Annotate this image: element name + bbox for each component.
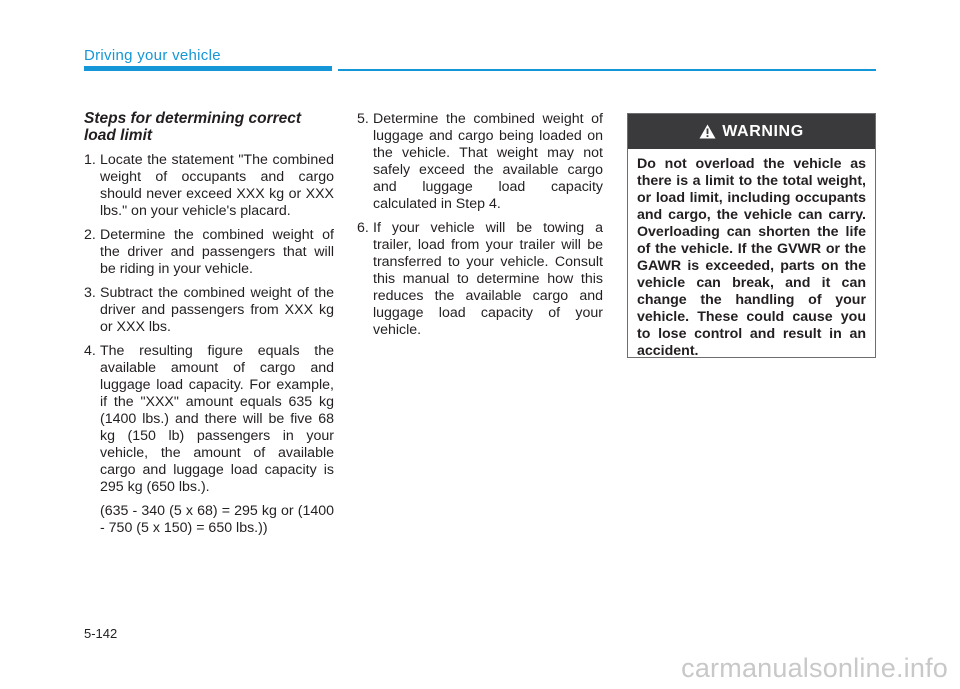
list-item bbox=[357, 220, 603, 339]
step-text: Determine the combined weight of luggage and cargo being loaded on the vehicle. That weight may not safely exceed the available cargo and luggage load capacity calculated in Step 4. bbox=[373, 111, 603, 212]
calculation-example: (635 - 340 (5 x 68) = 295 kg or (1400 - 750 (5 x 150) = 650 lbs.)) bbox=[100, 503, 334, 536]
warning-box bbox=[627, 113, 876, 358]
step-text: The resulting figure equals the available amount of cargo and luggage load capacity. For example, if the "XXX" amount equals 635 kg (1400 lbs.) and there will be five 68 kg (150 lb) passengers in your vehicle, the amount of available cargo and luggage load capacity is 295 kg (650 lbs.). bbox=[100, 343, 334, 495]
section-title: Driving your vehicle bbox=[84, 47, 221, 64]
step-number: 2. bbox=[84, 227, 96, 243]
list-item bbox=[84, 227, 334, 278]
list-item bbox=[84, 285, 334, 336]
warning-header bbox=[628, 114, 875, 149]
step-text: Subtract the combined weight of the driver and passengers from XXX kg or XXX lbs. bbox=[100, 285, 334, 335]
middle-column bbox=[357, 111, 603, 346]
steps-list-left bbox=[84, 152, 334, 537]
step-number: 1. bbox=[84, 152, 96, 168]
step-text: Locate the statement "The combined weight of occupants and cargo should never exceed XXX kg or XXX lbs." on your vehicle's placard. bbox=[100, 152, 334, 219]
header-rule-thick bbox=[84, 66, 332, 71]
page-number: 5-142 bbox=[84, 626, 118, 641]
section-heading: Steps for determining correct load limit bbox=[84, 110, 302, 144]
warning-triangle-icon bbox=[699, 124, 716, 139]
header-rule-thin bbox=[338, 69, 876, 71]
steps-list-middle bbox=[357, 111, 603, 339]
list-item bbox=[357, 111, 603, 213]
watermark: carmanualsonline.info bbox=[681, 653, 948, 683]
list-item bbox=[84, 343, 334, 537]
step-text: Determine the combined weight of the driver and passengers that will be riding in your vehicle. bbox=[100, 227, 334, 277]
left-column bbox=[84, 110, 334, 544]
step-number: 6. bbox=[357, 220, 369, 236]
step-number: 5. bbox=[357, 111, 369, 127]
warning-label: WARNING bbox=[722, 122, 804, 140]
step-number: 3. bbox=[84, 285, 96, 301]
step-number: 4. bbox=[84, 343, 96, 359]
step-text: If your vehicle will be towing a trailer, load from your trailer will be transferred to your vehicle. Consult this manual to determine how this reduces the available cargo and luggage load capacity of your vehicle. bbox=[373, 220, 603, 338]
list-item bbox=[84, 152, 334, 220]
warning-text: Do not overload the vehicle as there is a limit to the total weight, or load limit, including occupants and cargo, the vehicle can carry. Overloading can shorten the life of the vehicle. If the GVWR or the GAWR is exceeded, parts on the vehicle can break, and it can change the handling of your vehicle. These could cause you to lose control and result in an accident. bbox=[637, 156, 866, 359]
